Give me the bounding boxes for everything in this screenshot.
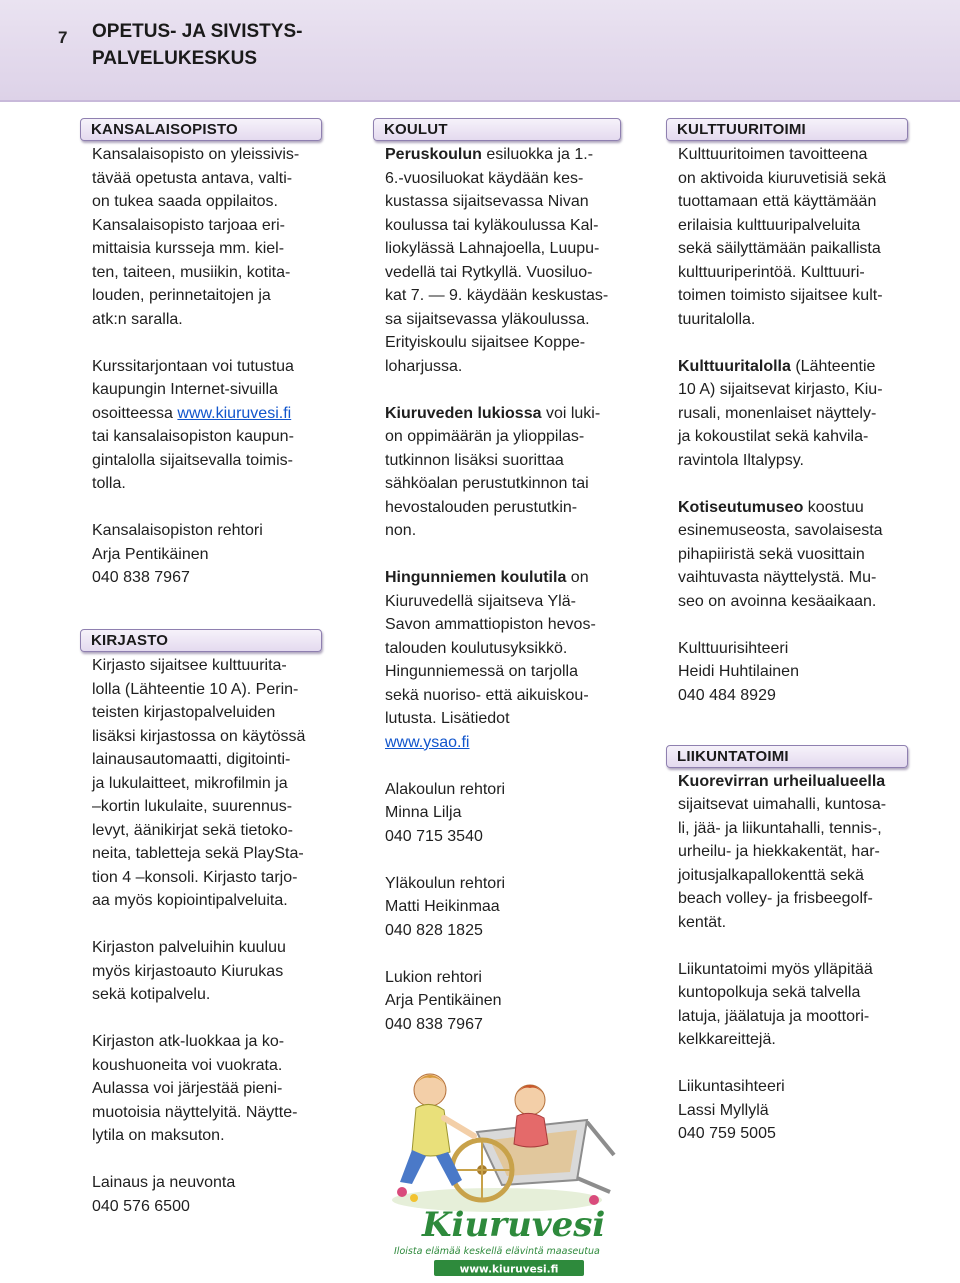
text-line: kat 7. — 9. käydään keskustas- <box>385 287 609 304</box>
text-line: loharjussa. <box>385 357 463 375</box>
text-line: tuottamaan että käyttämään <box>678 193 877 210</box>
text-line: myös kirjastoauto Kiurukas <box>92 962 284 980</box>
text-line: li, jää- ja liikuntahalli, tennis-, <box>678 819 882 837</box>
text-line: atk:n saralla. <box>92 310 183 328</box>
text-line: toimen toimisto sijaitsee kult- <box>678 287 883 304</box>
lukio-contact <box>373 966 628 1037</box>
text-line: 040 838 7967 <box>92 569 190 586</box>
text-line: gintalolla sijaitsevalla toimis- <box>92 451 293 469</box>
text-line: Aulassa voi järjestää pieni- <box>92 1080 283 1097</box>
text-line: ten, taiteen, musiikin, kotita- <box>92 263 291 281</box>
page-title-line: OPETUS- JA SIVISTYS- <box>92 21 303 42</box>
text-line: tolla. <box>92 475 126 492</box>
text-line: sekä kotipalvelu. <box>92 986 211 1003</box>
text-line: Arja Pentikäinen <box>385 992 502 1009</box>
koulut-paragraph <box>373 143 628 378</box>
text-line: aa myös kopiointipalveluita. <box>92 892 288 909</box>
text-line: Liikuntasihteeri <box>678 1078 785 1095</box>
text-line: esiluokka ja 1.- <box>481 146 594 163</box>
kansalaisopisto-rector-contact <box>80 519 335 590</box>
text-line: liokylässä Lahnajoella, Luupu- <box>385 240 600 257</box>
text-line: rusali, monenlaiset näyttely- <box>678 404 877 422</box>
text-line: on <box>566 569 589 586</box>
text-line: talouden koulutusyksikkö. <box>385 639 568 657</box>
text-line: joitusjalkapallokenttä sekä <box>678 866 864 884</box>
text-line: muotoisia näyttelyitä. Näytte- <box>92 1103 298 1121</box>
text-line: Kirjaston atk-luokkaa ja ko- <box>92 1033 285 1050</box>
bold-term: Kiuruveden lukiossa <box>385 404 542 422</box>
kulttuuritoimi-paragraph <box>666 143 928 331</box>
text-line: lainausautomaatti, digitointi- <box>92 751 291 768</box>
text-line: Yläkoulun rehtori <box>385 874 506 892</box>
liikuntatoimi-routes-paragraph <box>666 958 928 1052</box>
text-line: sijaitsevat uimahalli, kuntosa- <box>678 796 887 813</box>
kulttuurisihteeri-contact <box>666 637 928 708</box>
text-line: teisten kirjastopalveluiden <box>92 704 276 721</box>
text-line: Lainaus ja neuvonta <box>92 1174 236 1191</box>
logo-url: www.kiuruvesi.fi <box>459 1263 559 1276</box>
text-line: Heidi Huhtilainen <box>678 663 799 680</box>
text-line: sekä säilyttämään paikallista <box>678 240 881 257</box>
text-line: levyt, äänikirjat sekä tietoko- <box>92 821 293 839</box>
lukio-paragraph <box>373 402 628 543</box>
text-line: Savon ammattiopiston hevos- <box>385 616 596 633</box>
ylakoulu-contact <box>373 872 628 943</box>
text-line: ja lukulaitteet, mikrofilmin ja <box>92 774 288 792</box>
text-line: Lassi Myllylä <box>678 1101 769 1119</box>
text-line: Kulttuurisihteeri <box>678 639 789 657</box>
text-line: lytila on maksuton. <box>92 1127 225 1144</box>
kirjasto-rooms-paragraph <box>80 1030 335 1148</box>
text-line: sa sijaitsevassa yläkoulussa. <box>385 310 590 328</box>
bold-term: Kotiseutumuseo <box>678 498 804 516</box>
text-line: Kansalaisopiston rehtori <box>92 522 263 539</box>
text-line: hevostalouden perustutkin- <box>385 498 578 516</box>
kiuruvesi-logo-illustration <box>382 1060 627 1278</box>
text-line: osoitteessa <box>92 404 178 422</box>
text-line: kaupungin Internet-sivuilla <box>92 381 278 398</box>
kansalaisopisto-paragraph <box>80 143 335 331</box>
kiuruvesi-logo <box>382 1060 627 1278</box>
text-line: Arja Pentikäinen <box>92 545 209 563</box>
text-line: koulussa tai kyläkoulussa Kal- <box>385 216 599 234</box>
bold-term: Kuorevirran urheilualueella <box>678 772 886 790</box>
text-line: Kurssitarjontaan voi tutustua <box>92 357 294 375</box>
text-line: Kansalaisopisto on yleissivis- <box>92 146 300 163</box>
text-line: Hingunniemessä on tarjolla <box>385 663 578 680</box>
column-left <box>80 118 335 1218</box>
page-number: 7 <box>58 28 68 47</box>
text-line: seo on avoinna kesäaikaan. <box>678 592 877 610</box>
text-line: Lukion rehtori <box>385 968 482 986</box>
text-line: tai kansalaisopiston kaupun- <box>92 428 294 445</box>
bold-term: Peruskoulun <box>385 146 482 163</box>
text-line: 040 759 5005 <box>678 1125 776 1142</box>
text-line: Minna Lilja <box>385 804 462 821</box>
text-line: (Lähteentie <box>790 357 876 375</box>
text-line: 6.-vuosiluokat käydään kes- <box>385 169 584 187</box>
text-line: voi luki- <box>541 404 601 422</box>
text-line: neita, tabletteja sekä PlaySta- <box>92 845 304 862</box>
text-line: lisäksi kirjastossa on käytössä <box>92 727 306 745</box>
section-header-kansalaisopisto: KANSALAISOPISTO <box>80 118 322 141</box>
text-line: 040 838 7967 <box>385 1015 483 1033</box>
liikuntatoimi-paragraph <box>666 770 928 935</box>
text-line: esinemuseosta, savolaisesta <box>678 522 883 539</box>
page-header <box>0 0 960 102</box>
text-line: vaihtuvasta näyttelystä. Mu- <box>678 569 877 586</box>
text-line: pihapiiristä sekä vuosittain <box>678 545 865 563</box>
text-line: Alakoulun rehtori <box>385 780 506 798</box>
text-line: on aktivoida kiuruvetisiä sekä <box>678 169 887 187</box>
text-line: Kansalaisopisto tarjoaa eri- <box>92 216 285 234</box>
column-middle <box>373 118 628 1036</box>
kirjasto-contact <box>80 1171 335 1218</box>
text-line: Liikuntatoimi myös ylläpitää <box>678 960 873 978</box>
text-line: kustassa sijaitsevassa Nivan <box>385 193 589 210</box>
ysao-link[interactable]: www.ysao.fi <box>385 733 470 751</box>
page-title-line: PALVELUKESKUS <box>92 48 258 69</box>
text-line: –kortin lukulaite, suurennus- <box>92 798 293 815</box>
text-line: 040 715 3540 <box>385 827 483 845</box>
logo-tagline: Iloista elämää keskellä elävintä maaseutua <box>394 1246 600 1257</box>
text-line: Erityiskoulu sijaitsee Koppe- <box>385 334 586 351</box>
text-line: louden, perinnetaitojen ja <box>92 287 271 304</box>
kirjasto-services-paragraph <box>80 936 335 1007</box>
text-line: lolla (Lähteentie 10 A). Perin- <box>92 680 299 698</box>
liikuntasihteeri-contact <box>666 1075 928 1146</box>
text-line: koostuu <box>803 498 864 516</box>
text-line: kelkkareittejä. <box>678 1031 776 1048</box>
text-line: kulttuuriperintöä. Kulttuuri- <box>678 263 865 281</box>
text-line: tutkinnon lisäksi suorittaa <box>385 451 564 469</box>
text-line: kentät. <box>678 913 727 931</box>
text-line: beach volley- ja frisbeegolf- <box>678 890 873 907</box>
section-header-koulut: KOULUT <box>373 118 621 141</box>
text-line: tuuritalolla. <box>678 310 756 328</box>
kotiseutumuseo-paragraph <box>666 496 928 614</box>
text-line: ja kokoustilat sekä kahvila- <box>678 428 869 445</box>
kulttuuritalo-paragraph <box>666 355 928 473</box>
bold-term: Kulttuuritalolla <box>678 357 791 375</box>
text-line: tion 4 –konsoli. Kirjasto tarjo- <box>92 868 298 886</box>
text-line: 040 484 8929 <box>678 686 776 704</box>
section-header-liikuntatoimi: LIIKUNTATOIMI <box>666 745 908 768</box>
text-line: urheilu- ja hiekkakentät, har- <box>678 843 880 860</box>
kirjasto-paragraph <box>80 654 335 913</box>
text-line: sekä nuoriso- että aikuiskou- <box>385 686 589 704</box>
text-line: on tukea saada oppilaitos. <box>92 193 278 210</box>
text-line: erilaisia kulttuuripalveluita <box>678 216 861 234</box>
section-header-kirjasto: KIRJASTO <box>80 629 322 652</box>
text-line: ravintola Iltalypsy. <box>678 451 804 469</box>
text-line: latuja, jäälatuja ja moottori- <box>678 1007 870 1025</box>
text-line: 10 A) sijaitsevat kirjasto, Kiu- <box>678 381 883 398</box>
column-right <box>666 118 928 1146</box>
text-line: Kirjaston palveluihin kuuluu <box>92 939 286 956</box>
text-line: non. <box>385 522 417 539</box>
text-line: mittaisia kursseja mm. kiel- <box>92 240 285 257</box>
text-line: Kirjasto sijaitsee kulttuurita- <box>92 657 287 674</box>
text-line: 040 576 6500 <box>92 1197 190 1215</box>
text-line: koushuoneita voi vuokrata. <box>92 1056 283 1074</box>
kansalaisopisto-web-paragraph <box>80 355 335 496</box>
text-line: kuntopolkuja sekä talvella <box>678 984 861 1001</box>
alakoulu-contact <box>373 778 628 849</box>
bold-term: Hingunniemen koulutila <box>385 569 567 586</box>
text-line: lutusta. Lisätiedot <box>385 710 510 727</box>
text-line: 040 828 1825 <box>385 921 483 939</box>
text-line: tävää opetusta antava, valti- <box>92 169 293 187</box>
text-line: Matti Heikinmaa <box>385 898 500 915</box>
text-line: Kiuruvedellä sijaitseva Ylä- <box>385 592 576 610</box>
text-line: sähköalan perustutkinnon tai <box>385 475 589 492</box>
text-line: on oppimäärän ja ylioppilas- <box>385 428 585 445</box>
hingunniemi-paragraph <box>373 566 628 754</box>
text-line: Kulttuuritoimen tavoitteena <box>678 146 868 163</box>
page-title <box>92 18 392 72</box>
section-header-kulttuuritoimi: KULTTUURITOIMI <box>666 118 908 141</box>
logo-wordmark: Kiuruvesi <box>422 1205 606 1245</box>
kiuruvesi-link[interactable]: www.kiuruvesi.fi <box>177 404 292 422</box>
text-line: vedellä tai Rytkyllä. Vuosiluo- <box>385 263 593 281</box>
